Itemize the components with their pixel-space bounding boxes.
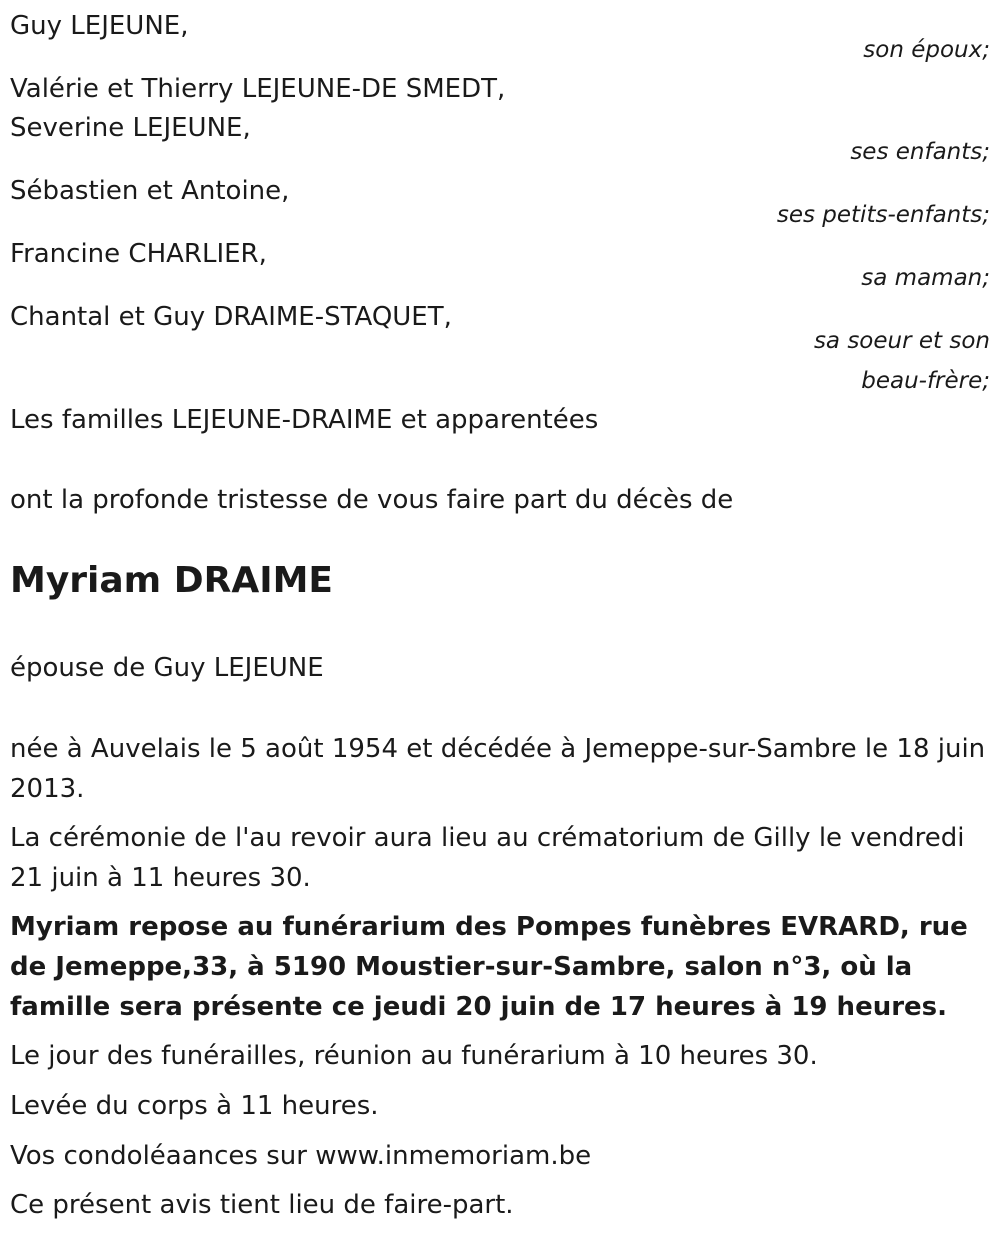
gathering-line: Le jour des funérailles, réunion au funérarium à 10 heures 30. xyxy=(10,1041,818,1071)
sister-relation-line-1: sa soeur et son xyxy=(813,328,990,354)
ceremony-paragraph: La cérémonie de l'au revoir aura lieu au crématorium de Gilly le vendredi 21 juin à 11 heures 30. xyxy=(10,823,965,893)
announcement-text: ont la profonde tristesse de vous faire part du décès de xyxy=(10,485,734,515)
children-relation: ses enfants; xyxy=(850,139,990,165)
spouse-line: épouse de Guy LEJEUNE xyxy=(10,653,324,683)
families-line: Les familles LEJEUNE-DRAIME et apparentées xyxy=(10,405,599,435)
husband-name: Guy LEJEUNE, xyxy=(10,11,189,41)
mother-name: Francine CHARLIER, xyxy=(10,239,267,269)
grandchildren-relation: ses petits-enfants; xyxy=(776,202,990,228)
levee-line: Levée du corps à 11 heures. xyxy=(10,1091,379,1121)
children-line-1: Valérie et Thierry LEJEUNE-DE SMEDT, xyxy=(10,74,506,104)
funerarium-paragraph: Myriam repose au funérarium des Pompes funèbres EVRARD, rue de Jemeppe,33, à 5190 Moustier-sur-Sambre, salon n°3, où la famille sera présente ce jeudi 20 juin de 17 heures à 19 heures. xyxy=(10,912,968,1022)
grandchildren-name: Sébastien et Antoine, xyxy=(10,176,290,206)
husband-relation: son époux; xyxy=(863,37,990,63)
deceased-name: Myriam DRAIME xyxy=(10,560,333,601)
notice-line: Ce présent avis tient lieu de faire-part. xyxy=(10,1190,514,1220)
children-line-2: Severine LEJEUNE, xyxy=(10,113,251,143)
mother-relation: sa maman; xyxy=(861,265,990,291)
condolences-line: Vos condoléaances sur www.inmemoriam.be xyxy=(10,1141,592,1171)
sister-relation-line-2: beau-frère; xyxy=(861,368,990,394)
birth-death-paragraph: née à Auvelais le 5 août 1954 et décédée à Jemeppe-sur-Sambre le 18 juin 2013. xyxy=(10,734,986,804)
sister-name: Chantal et Guy DRAIME-STAQUET, xyxy=(10,302,452,332)
